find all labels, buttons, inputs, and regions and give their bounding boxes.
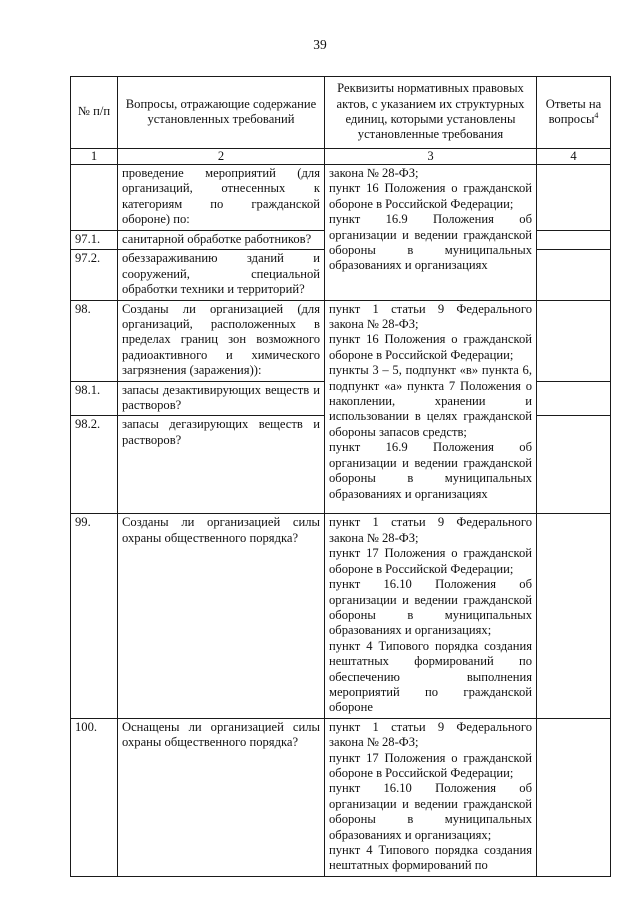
row-number: 98.1. [71, 381, 118, 416]
answer-cell[interactable] [537, 250, 611, 300]
answer-cell[interactable] [537, 165, 611, 231]
legal-ref-item: закона № 28-ФЗ; [329, 166, 419, 180]
legal-ref-item: пункт 1 статьи 9 Федерального закона № 28-ФЗ; [329, 719, 532, 750]
row-number: 97.2. [71, 250, 118, 300]
answer-cell[interactable] [537, 416, 611, 514]
column-index: 3 [325, 149, 537, 165]
footnote-marker: 4 [594, 110, 599, 120]
header-answers [537, 77, 611, 149]
row-number: 98.2. [71, 416, 118, 514]
row-number: 97.1. [71, 231, 118, 250]
legal-ref-item: пункт 1 статьи 9 Федерального закона № 28-ФЗ; [329, 515, 532, 545]
legal-ref-item: пункт 16 Положения о гражданской обороне в Российской Федерации; [329, 181, 532, 211]
legal-ref-item: пункт 17 Положения о гражданской обороне в Российской Федерации; [329, 546, 532, 576]
legal-ref-item: пункт 16.9 Положения об организации и ведении гражданской обороны в муниципальных образованиях и организациях [329, 440, 532, 501]
legal-ref-item: пункт 1 статьи 9 Федерального закона № 28-ФЗ; [329, 301, 532, 332]
legal-refs [325, 514, 537, 718]
legal-ref-item: пункты 3 – 5, подпункт «в» пункта 6, подпункт «а» пункта 7 Положения о накоплении, хранении и использовании в целях гражданской обороны запасов средств; [329, 363, 532, 439]
legal-ref-item: пункт 16 Положения о гражданской обороне в Российской Федерации; [329, 332, 532, 362]
table-row [71, 300, 611, 381]
answer-cell[interactable] [537, 300, 611, 381]
header-number: № п/п [71, 77, 118, 149]
legal-ref-item: пункт 17 Положения о гражданской обороне в Российской Федерации; [329, 750, 532, 780]
row-number [71, 165, 118, 231]
column-index: 4 [537, 149, 611, 165]
header-answers-text: Ответы на вопросы [545, 96, 602, 126]
legal-ref-item: пункт 4 Типового порядка создания нештатных формирований по обеспечению выполнения мероприятий по гражданской обороне [329, 638, 532, 715]
question-text: обеззараживанию зданий и сооружений, специальной обработки техники и территорий? [118, 250, 325, 300]
question-text: Созданы ли организацией силы охраны общественного порядка? [118, 514, 325, 718]
page-number: 39 [313, 37, 327, 52]
requirements-table [70, 76, 611, 877]
column-index: 1 [71, 149, 118, 165]
legal-ref-item: пункт 4 Типового порядка создания нештатных формирований по [329, 843, 532, 873]
answer-cell[interactable] [537, 718, 611, 876]
table-row [71, 514, 611, 718]
legal-refs [325, 165, 537, 301]
answer-cell[interactable] [537, 381, 611, 416]
question-text: Созданы ли организацией (для организаций, расположенных в пределах границ зон возможного радиоактивного и химического загрязнения (заражения)): [118, 300, 325, 381]
answer-cell[interactable] [537, 514, 611, 718]
question-text: запасы дезактивирующих веществ и растворов? [118, 381, 325, 416]
row-number: 100. [71, 718, 118, 876]
table-row [71, 718, 611, 876]
answer-cell[interactable] [537, 231, 611, 250]
table-row [71, 165, 611, 231]
legal-ref-item: пункт 16.10 Положения об организации и ведении гражданской обороны в муниципальных образованиях и организациях; [329, 781, 532, 842]
legal-ref-item: пункт 16.9 Положения об организации и ведении гражданской обороны в муниципальных образованиях и организациях [329, 212, 532, 273]
table-header-row [71, 77, 611, 149]
header-legal-refs: Реквизиты нормативных правовых актов, с указанием их структурных единиц, которыми установлены установленные требования [325, 77, 537, 149]
row-number: 99. [71, 514, 118, 718]
legal-refs [325, 718, 537, 876]
legal-ref-item: пункт 16.10 Положения об организации и ведении гражданской обороны в муниципальных образованиях и организациях; [329, 577, 532, 638]
question-text: Оснащены ли организацией силы охраны общественного порядка? [118, 718, 325, 876]
column-index-row [71, 149, 611, 165]
legal-refs [325, 300, 537, 514]
question-text: проведение мероприятий (для организаций, отнесенных к категориям по гражданской обороне) по: [118, 165, 325, 231]
header-questions: Вопросы, отражающие содержание установленных требований [118, 77, 325, 149]
question-text: запасы дегазирующих веществ и растворов? [118, 416, 325, 514]
question-text: санитарной обработке работников? [118, 231, 325, 250]
row-number: 98. [71, 300, 118, 381]
column-index: 2 [118, 149, 325, 165]
